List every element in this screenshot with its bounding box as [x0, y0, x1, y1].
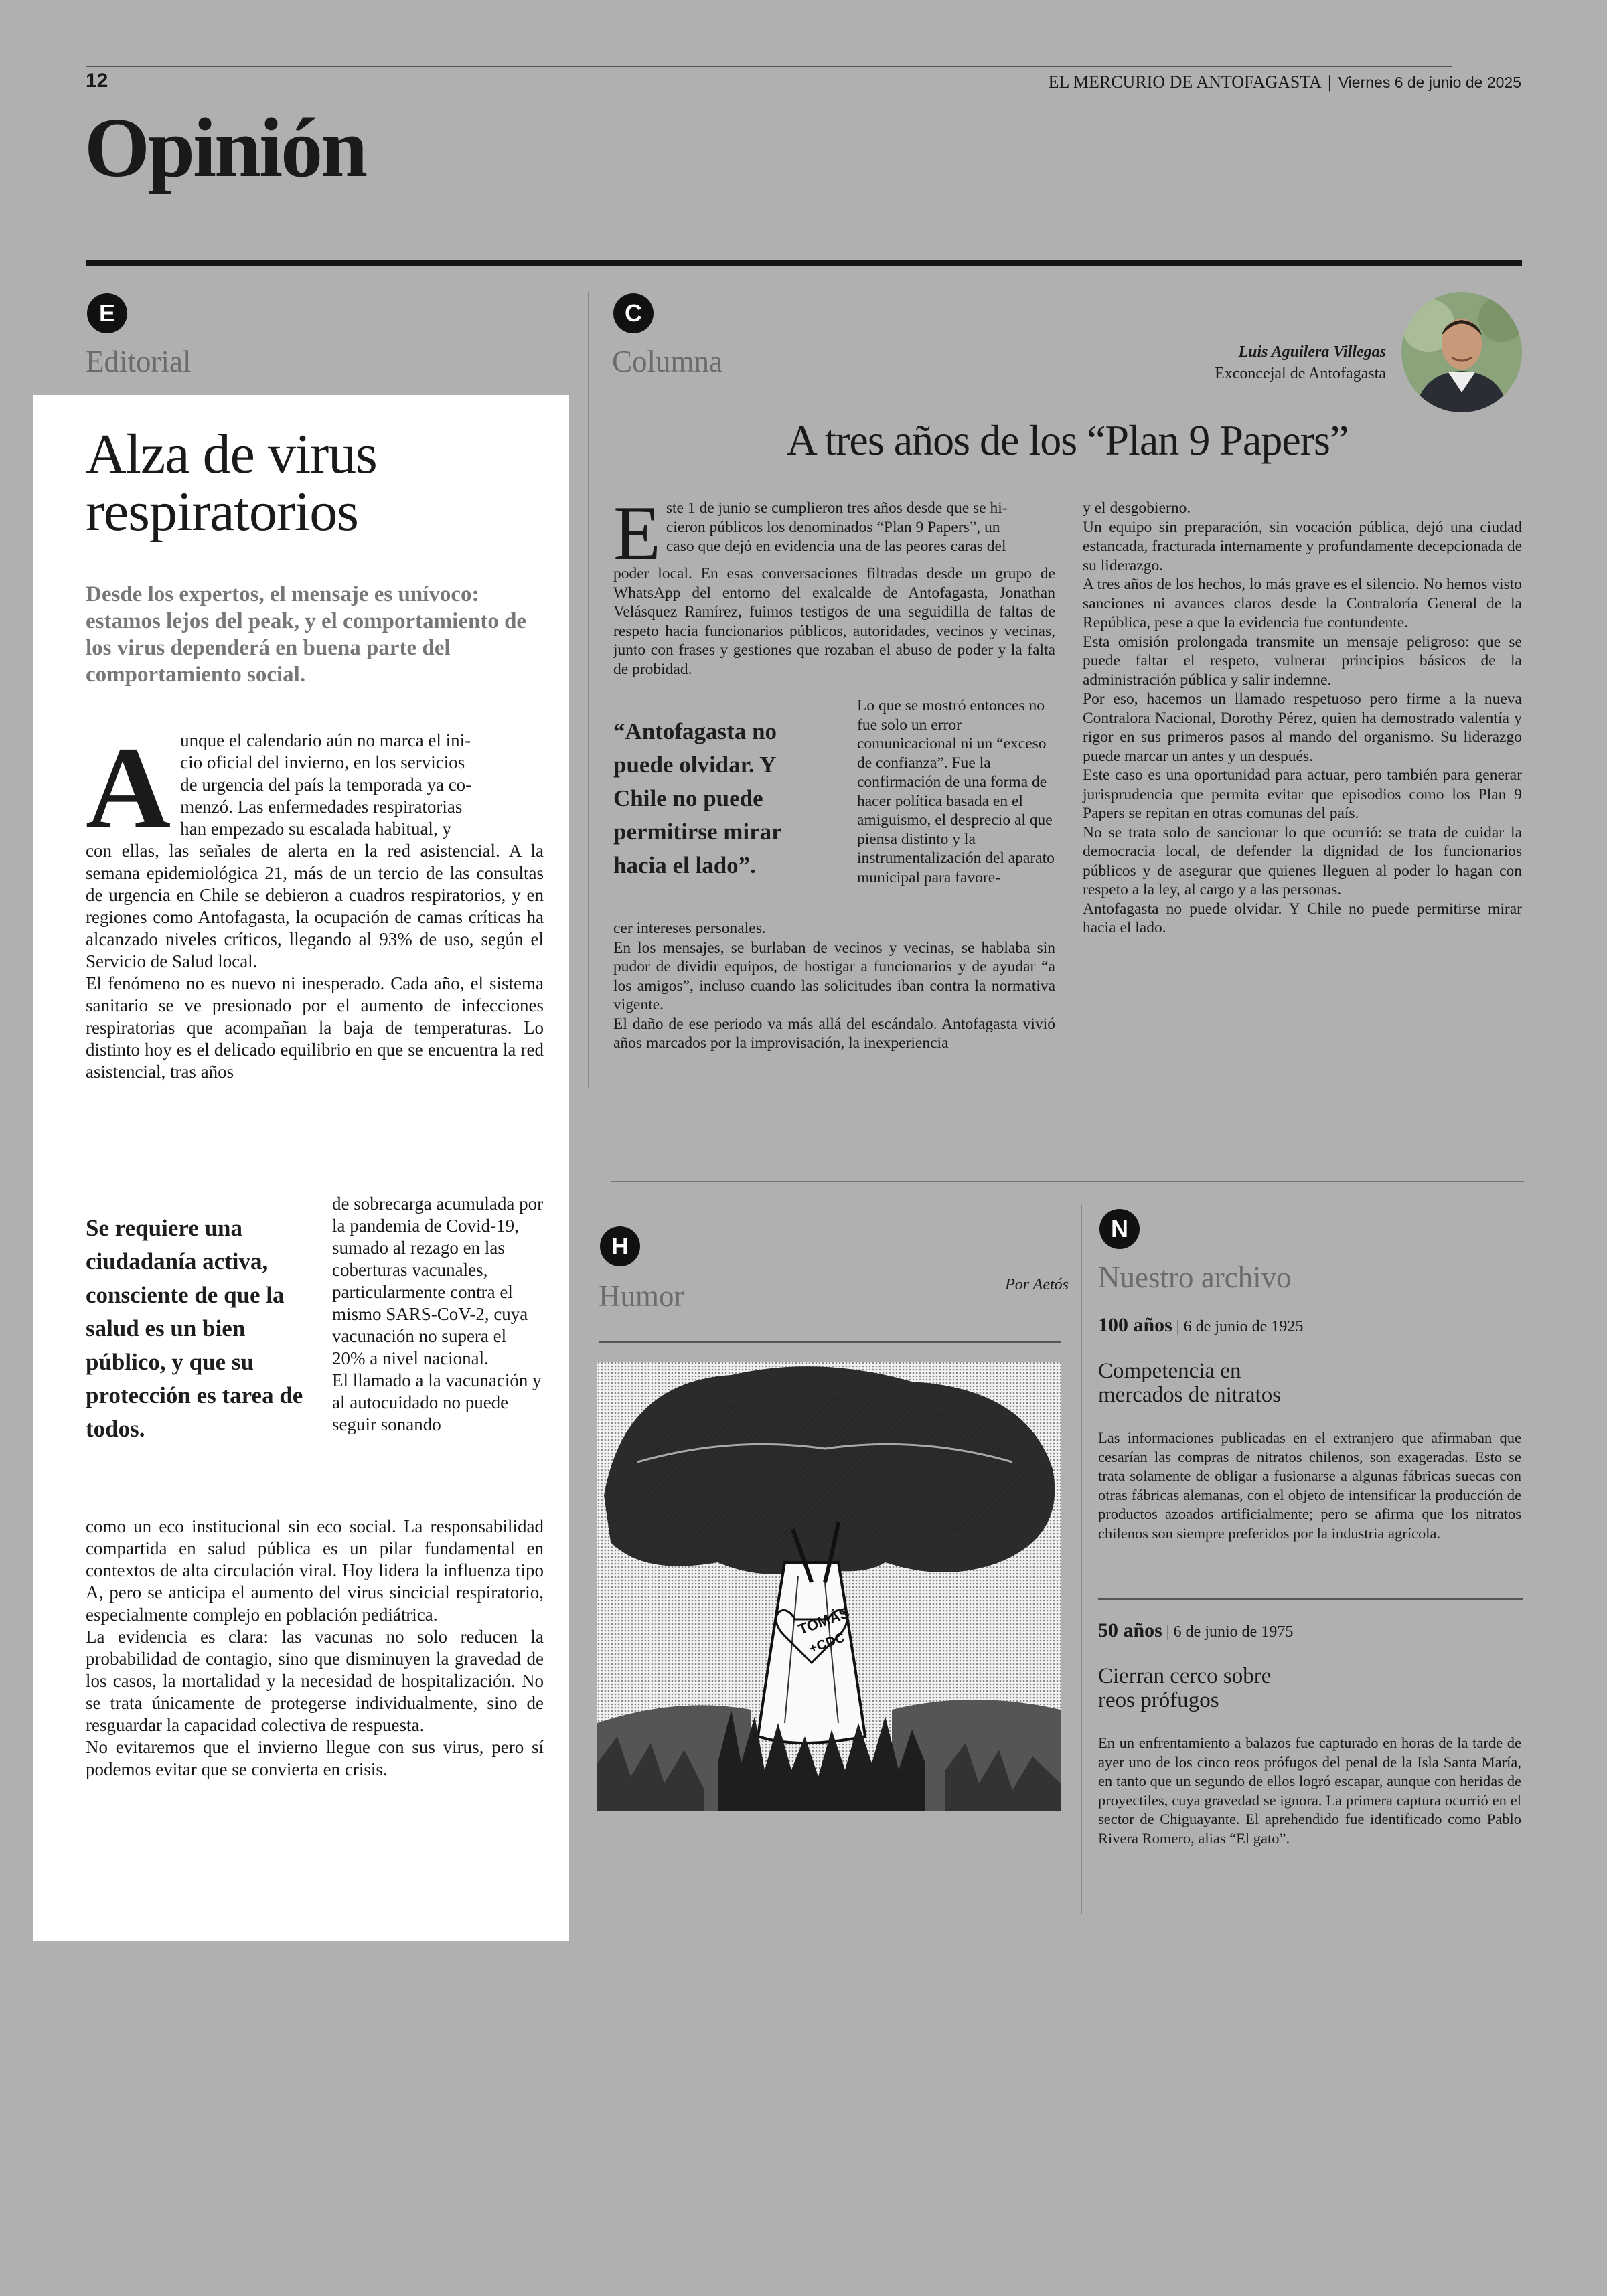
- archive-label: Nuestro archivo: [1098, 1260, 1292, 1294]
- editorial-p1-line: unque el calendario aún no marca el ini-: [180, 730, 471, 750]
- editorial-p2-narrow: de sobrecarga acumulada por la pandemia de Covid-19, sumado al rezago en las coberturas vacunales, particularmente contra el mismo SARS-CoV-2, cuya vacunación no supera el 20% a nivel nacional.: [332, 1194, 544, 1368]
- carving-text-2: +CDC: [807, 1630, 847, 1657]
- archive-item-2-sep: |: [1166, 1623, 1170, 1641]
- author-photo: [1401, 292, 1522, 412]
- column-p1-rest: poder local. En esas conversaciones filtradas desde un grupo de WhatsApp del entorno del exalcalde de Antofagasta, Jonathan Velásquez Ramírez, fuimos testigos de una seguidilla de faltas de respeto hacia funcionarios públicos, autoridades, vecinos y vecinas, junto con frases y gestiones que rozaban el abuso de poder y la falta de probidad.: [613, 565, 1055, 678]
- editorial-p1-line: menzó. Las enfermedades respiratorias: [180, 797, 463, 817]
- editorial-badge: E: [87, 293, 127, 333]
- archive-item-2-headline: Cierran cerco sobre reos prófugos: [1098, 1664, 1272, 1712]
- page-number: 12: [86, 70, 108, 92]
- column-headline: A tres años de los “Plan 9 Papers”: [786, 416, 1349, 464]
- editorial-p2: El fenómeno no es nuevo ni inesperado. Cada año, el sistema sanitario se ve presionado por el aumento de infecciones respiratorias que acompañan la baja de temperaturas. Lo distinto hoy es el delicado equilibrio en que se encuentra la red asistencial, tras años: [86, 973, 544, 1082]
- column-body-col2: [1083, 499, 1522, 938]
- column-p2-rest: cer intereses personales.: [613, 920, 766, 937]
- column-label: Columna: [612, 345, 722, 378]
- column-p3: En los mensajes, se burlaban de vecinos y vecinas, se hablaba sin pudor de dividir equipos, de hostigar a funcionarios y de ayudar “a los amigos”, incluso cuando las solicitudes iban contra la normativa vigente.: [613, 938, 1055, 1013]
- archive-item-1-sep: |: [1176, 1318, 1180, 1335]
- column-c2-p2: Un equipo sin preparación, sin vocación pública, dejó una ciudad estancada, fracturada internamente y profundamente decepcionada de su liderazgo.: [1083, 518, 1522, 574]
- column-divider: [588, 292, 589, 1088]
- column-c2-p3: A tres años de los hechos, lo más grave es el silencio. No hemos visto sanciones ni avances claros desde la Contraloría General de la República, pese a que la evidencia fue contundente.: [1083, 576, 1522, 631]
- author-name: Luis Aguilera Villegas: [1238, 343, 1386, 361]
- author-role: Exconcejal de Antofagasta: [1215, 365, 1386, 382]
- column-p1-line: ste 1 de junio se cumplieron tres años desde que se hi-: [666, 499, 1008, 517]
- archive-item-2-meta: [1098, 1617, 1521, 1645]
- editorial-headline-line1: Alza de virus: [86, 423, 377, 485]
- editorial-label: Editorial: [86, 345, 192, 378]
- issue-date: Viernes 6 de junio de 2025: [1338, 74, 1521, 91]
- editorial-narrow-column: [332, 1193, 544, 1436]
- column-p2-narrow: Lo que se mostró entonces no fue solo un error comunicacional ni un “exceso de confianza”. Fue la confirmación de una forma de hacer política basada en el amiguismo, el desprecio al que piensa distinto y la instrumentalización del aparato municipal para favore-: [857, 697, 1055, 886]
- editorial-p1-rest: con ellas, las señales de alerta en la red asistencial. A la semana epidemiológica 21, más de un tercio de las consultas de urgencia en Chile se debieron a cuadros respiratorios, y en regiones como Antofagasta, la ocupación de camas críticas ha alcanzado niveles críticos, llegando al 93% de uso, según el Servicio de Salud local.: [86, 841, 544, 971]
- editorial-pull-quote: Se requiere una ciudadanía activa, consciente de que la salud es un bien público, y que su protección es tarea de todos.: [86, 1215, 303, 1442]
- column-c2-p8: Antofagasta no puede olvidar. Y Chile no puede permitirse mirar hacia el lado.: [1083, 900, 1522, 936]
- editorial-p1-line: han empezado su escalada habitual, y: [180, 819, 451, 839]
- editorial-body-top: [86, 723, 544, 1083]
- editorial-p1-line: cio oficial del invierno, en los servicios: [180, 752, 465, 772]
- humor-badge: H: [600, 1226, 640, 1266]
- author-info: [1215, 341, 1386, 384]
- publication-name: EL MERCURIO DE ANTOFAGASTA: [1048, 72, 1321, 92]
- editorial-p4: La evidencia es clara: las vacunas no solo reducen la probabilidad de contagio, sino que disminuyen la gravedad de los casos, la mortalidad y la necesidad de hospitalización. No se trata únicamente de protegerse individualmente, sino de resguardar la capacidad colectiva de respuesta.: [86, 1627, 544, 1735]
- archive-item-1-headline: Competencia en mercados de nitratos: [1098, 1359, 1282, 1407]
- editorial-p5: No evitaremos que el invierno llegue con sus virus, pero sí podemos evitar que se convierta en crisis.: [86, 1737, 544, 1779]
- editorial-body-bottom: [86, 1515, 544, 1781]
- column-c2-p4: Esta omisión prolongada transmite un mensaje peligroso: que se puede faltar el respeto, vulnerar principios básicos de la administración pública y salir indemne.: [1083, 633, 1522, 689]
- column-c2-p1: y el desgobierno.: [1083, 499, 1191, 517]
- archive-badge: N: [1099, 1209, 1140, 1249]
- archive-item-1-date: 6 de junio de 1925: [1183, 1318, 1304, 1335]
- archive-item-1-meta: [1098, 1312, 1521, 1340]
- humor-credit: Por Aetós: [1005, 1276, 1069, 1293]
- editorial-p3-rest: como un eco institucional sin eco social. La responsabilidad compartida en salud pública es un pilar fundamental en contextos de alta circulación viral. Hoy lidera la influenza tipo A, pero se anticipa el aumento del virus sincicial respiratorio, especialmente complejo en población pediátrica.: [86, 1516, 544, 1625]
- cartoon: [597, 1362, 1061, 1811]
- editorial-dropcap: A: [86, 723, 171, 853]
- author-portrait-icon: [1401, 292, 1522, 412]
- column-badge: C: [613, 293, 654, 333]
- editorial-headline: [86, 423, 377, 543]
- archive-item-1-years: 100 años: [1098, 1314, 1172, 1336]
- column-pull-quote: “Antofagasta no puede olvidar. Y Chile no puede permitirse mirar hacia el lado”.: [613, 718, 782, 878]
- column-dropcap: E: [613, 491, 661, 576]
- archive-rule: [1098, 1598, 1523, 1600]
- archive-divider: [1081, 1205, 1082, 1914]
- editorial-p1-line: de urgencia del país la temporada ya co-: [180, 774, 472, 795]
- archive-item-2-years: 50 años: [1098, 1619, 1162, 1641]
- masthead: [1049, 72, 1521, 92]
- editorial-lead: Desde los expertos, el mensaje es unívoco: estamos lejos del peak, y el comportamiento de los virus dependerá en buena parte del comportamiento social.: [86, 582, 527, 687]
- separator: |: [1328, 72, 1332, 92]
- archive-item-2-date: 6 de junio de 1975: [1173, 1623, 1294, 1641]
- section-title: Opinión: [84, 102, 366, 195]
- column-p1-lines: [613, 499, 1055, 556]
- carving-text-1: TOMÁS: [795, 1604, 852, 1638]
- archive-item-1-text: Las informaciones publicadas en el extranjero que afirmaban que cesarían las compras de nitratos chilenos, son exageradas. Esto se trata solamente de obligar a fusionarse a algunas fábricas suecas con otras fábricas alemanas, con el objeto de intensificar la producción de productos azoados artificialmente; pero se afirma que los nitratos chilenos son siempre preferidos por la industria agrícola.: [1098, 1429, 1521, 1542]
- column-body-col1-top: [613, 491, 1055, 679]
- column-c2-p7: No se trata solo de sancionar lo que ocurrió: se trata de cuidar la democracia local, de defender la dignidad de los funcionarios públicos y de asegurar que quienes lleguen al poder lo hagan con respeto a la ley, al cargo y a las personas.: [1083, 823, 1522, 898]
- section-rule: [86, 260, 1522, 266]
- column-c2-p6: Este caso es una oportunidad para actuar, pero también para generar jurisprudencia que permita evitar que episodios como los Plan 9 Papers se repitan en otras comunas del país.: [1083, 766, 1522, 822]
- humor-rule: [599, 1341, 1061, 1343]
- column-p1-line: caso que dejó en evidencia una de las peores caras del: [666, 538, 1006, 555]
- column-body-col1-bottom: [613, 919, 1055, 1053]
- editorial-headline-line2: respiratorios: [86, 481, 358, 543]
- top-rule: [86, 66, 1452, 67]
- archive-item-1: [1098, 1312, 1521, 1543]
- column-narrow-column: [857, 696, 1055, 887]
- column-p1-line: cieron públicos los denominados “Plan 9 Papers”, un: [666, 518, 1000, 536]
- cartoon-tree-illustration: [597, 1362, 1061, 1811]
- archive-item-2-text: En un enfrentamiento a balazos fue capturado en horas de la tarde de ayer uno de los cinco reos prófugos del penal de la Isla Santa María, en tanto que un segundo de ellos logró escapar, aunque con heridas de proyectiles, cuya gravedad se ignora. La primera captura ocurrió en el sector de Chiguayante. El aprehendido fue identificado como Pablo Rivera Romero, alias “El gato”.: [1098, 1734, 1521, 1847]
- lower-rule: [611, 1181, 1524, 1182]
- humor-label: Humor: [599, 1279, 684, 1313]
- editorial-p3-narrow: El llamado a la vacunación y al autocuidado no puede seguir sonando: [332, 1370, 542, 1434]
- column-p4: El daño de ese periodo va más allá del escándalo. Antofagasta vivió años marcados por la improvisación, la inexperiencia: [613, 1015, 1055, 1052]
- column-c2-p5: Por eso, hacemos un llamado respetuoso pero firme a la nueva Contralora Nacional, Dorothy Pérez, quien ha demostrado valentía y rigor en sus primeros pasos al mando del organismo. Su liderazgo puede marcar un antes y un después.: [1083, 690, 1522, 765]
- archive-item-2: [1098, 1617, 1521, 1848]
